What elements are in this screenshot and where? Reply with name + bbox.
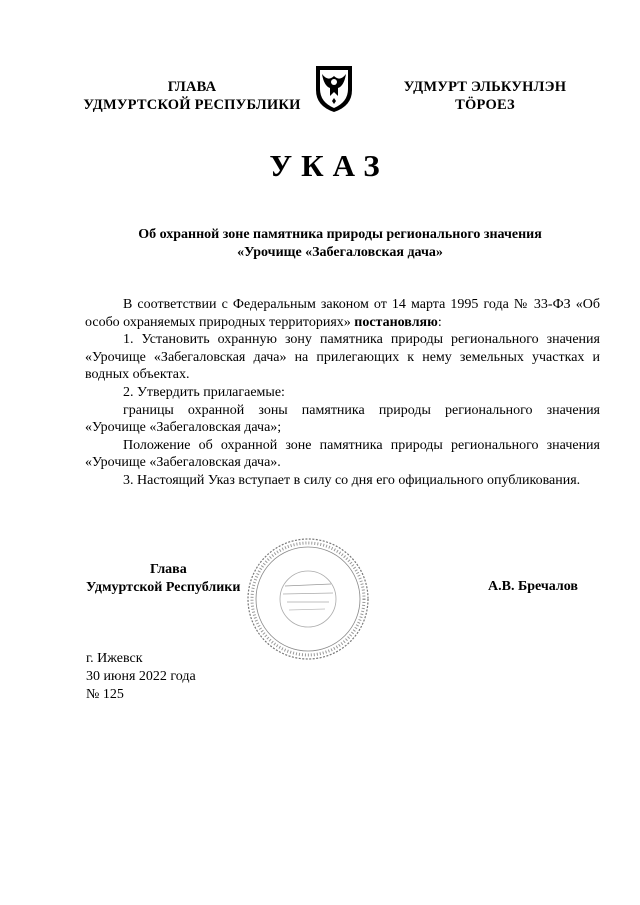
- udmurt-coat-of-arms-icon: [312, 62, 356, 114]
- footer-number: № 125: [86, 687, 124, 702]
- preamble-paragraph: [85, 296, 600, 331]
- header-right: [390, 78, 580, 114]
- document-subject: [80, 226, 600, 262]
- document-footer: [86, 650, 196, 704]
- footer-place: г. Ижевск: [86, 651, 143, 666]
- preamble-bold: постановляю: [354, 314, 438, 330]
- preamble-end: :: [437, 314, 442, 330]
- document-title: УКАЗ: [269, 148, 389, 183]
- header-left: [72, 78, 312, 114]
- signature-position-line1: Глава: [150, 562, 187, 577]
- item-3: 3. Настоящий Указ вступает в силу со дня его официального опубликования.: [123, 472, 581, 488]
- header-left-line1: ГЛАВА: [167, 79, 217, 95]
- document-body: [85, 296, 600, 490]
- item-2: 2. Утвердить прилагаемые:: [123, 384, 285, 400]
- footer-date: 30 июня 2022 года: [86, 669, 196, 684]
- official-round-stamp-icon: [245, 536, 371, 662]
- item-2b: Положение об охранной зоне памятника природы регионального значения «Урочище «Забегаловская дача».: [85, 437, 600, 471]
- preamble-text: В соответствии с Федеральным законом от 14 марта 1995 года № 33-ФЗ «Об особо охраняемых природных территориях»: [85, 297, 600, 330]
- signature-position: [86, 561, 266, 597]
- header-left-line2: УДМУРТСКОЙ РЕСПУБЛИКИ: [83, 97, 301, 113]
- subject-line1: Об охранной зоне памятника природы регионального значения: [138, 227, 542, 242]
- signature-position-line2: Удмуртской Республики: [86, 580, 241, 595]
- header-right-line1: УДМУРТ ЭЛЬКУНЛЭН: [403, 79, 567, 95]
- header-right-line2: ТӦРОЕЗ: [455, 97, 515, 113]
- signatory-name: А.В. Бречалов: [488, 579, 578, 594]
- item-2a: границы охранной зоны памятника природы регионального значения «Урочище «Забегаловская дача»;: [85, 402, 600, 436]
- item-1: 1. Установить охранную зону памятника природы регионального значения «Урочище «Забегаловская дача» на прилегающих к нему земельных участках и водных объектах.: [85, 332, 600, 383]
- subject-line2: «Урочище «Забегаловская дача»: [237, 245, 443, 260]
